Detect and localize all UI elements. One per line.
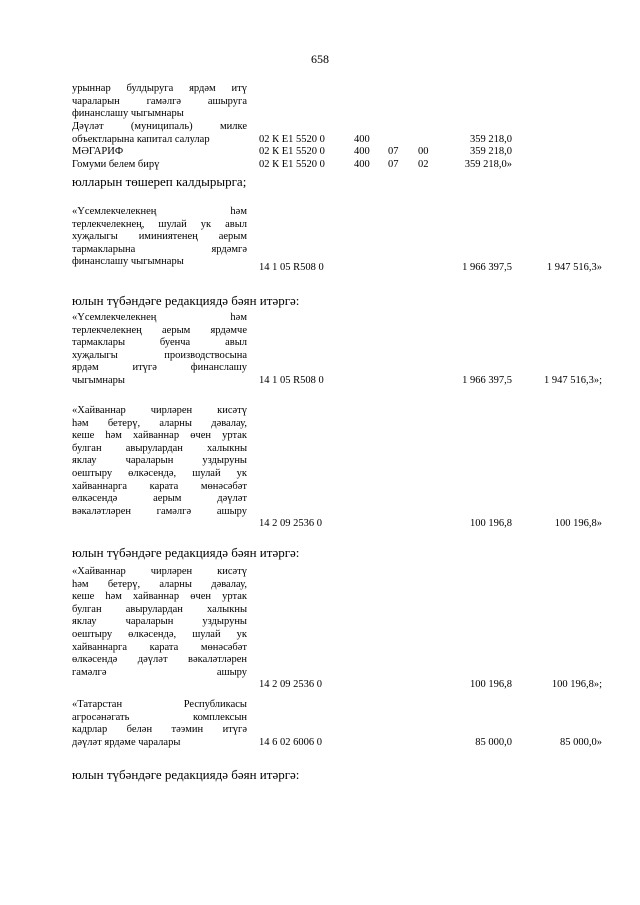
row-description: «Хайваннар чирләрен кисәтү һәм бетерү, аларны дәвалау, кеше һәм хайваннар өчен уртак булган авырулардан халыкны яклау чараларын уздыруны оештыру өлкәсендә, шулай ук хайваннарга карата мөнәсәбәт өлкәсендә дәүләт вәкаләтләрен гамәлгә ашыру bbox=[72, 566, 247, 678]
row-amount: 85 000,0» bbox=[560, 736, 602, 748]
instruction-text: юлын түбәндәге редакциядә бәян итәргә: bbox=[72, 293, 300, 308]
row-code: 14 1 05 R508 0 bbox=[259, 375, 324, 386]
row-description: урыннар булдыруга ярдәм итү чараларын гамәлгә ашыруга финанслашу чыгымнары bbox=[72, 83, 247, 120]
row-amount: 359 218,0» bbox=[464, 159, 512, 170]
row-code: 14 2 09 2536 0 bbox=[259, 518, 322, 530]
row-code: 02 К Е1 5520 0 bbox=[259, 159, 325, 170]
instruction-text: юлын түбәндәге редакциядә бәян итәргә: bbox=[72, 767, 300, 782]
row-amount: 100 196,8 bbox=[470, 518, 512, 530]
row-amount: 1 947 516,3» bbox=[546, 262, 602, 273]
instruction-text: юлларын төшереп калдырырга; bbox=[72, 174, 247, 189]
row-amount: 100 196,8 bbox=[470, 679, 512, 691]
row-description: «Татарстан Республикасы агросәнәгать комплексын кадрлар белән тәэмин итүгә дәүләт ярдәме чаралары bbox=[72, 699, 247, 748]
row-section: 07 bbox=[388, 159, 399, 170]
row-amount: 359 218,0 bbox=[470, 146, 512, 157]
row-description: «Хайваннар чирләрен кисәтү һәм бетерү, аларны дәвалау, кеше һәм хайваннар өчен уртак булган авырулардан халыкны яклау чараларын уздыруны оештыру өлкәсендә, шулай ук хайваннарга карата мөнәсәбәт өлкәсендә аерым дәүләт вәкаләтләрен гамәлгә ашыру bbox=[72, 405, 247, 517]
row-group: 400 bbox=[354, 159, 370, 170]
row-amount: 1 966 397,5 bbox=[462, 375, 512, 386]
row-code: 02 К Е1 5520 0 bbox=[259, 133, 325, 145]
row-description: Дәүләт (муниципаль) милке объектларына капитал салулар bbox=[72, 121, 247, 145]
row-amount: 85 000,0 bbox=[475, 736, 512, 748]
row-code: 14 1 05 R508 0 bbox=[259, 262, 324, 273]
row-subsection: 00 bbox=[418, 146, 429, 157]
row-code: 14 6 02 6006 0 bbox=[259, 736, 322, 748]
row-amount: 359 218,0 bbox=[470, 133, 512, 145]
row-description: Гомуми белем бирү bbox=[72, 159, 160, 170]
row-code: 02 К Е1 5520 0 bbox=[259, 146, 325, 157]
row-amount: 100 196,8» bbox=[554, 518, 602, 530]
page-number: 658 bbox=[311, 52, 329, 66]
row-code: 14 2 09 2536 0 bbox=[259, 679, 322, 691]
row-amount: 100 196,8»; bbox=[551, 679, 602, 691]
row-section: 07 bbox=[388, 146, 399, 157]
row-amount: 1 947 516,3»; bbox=[543, 375, 602, 386]
instruction-text: юлын түбәндәге редакциядә бәян итәргә: bbox=[72, 545, 300, 560]
row-description: «Үсемлекчелекнең һәм терлекчелекнең, шулай ук авыл хуҗалыгы иминиятенең аерым тармакларына ярдәмгә финанслашу чыгымнары bbox=[72, 206, 247, 268]
row-group: 400 bbox=[354, 133, 370, 145]
row-description: «Үсемлекчелекнең һәм терлекчелекнең аерым ярдәмче тармаклары буенча авыл хуҗалыгы производствосына ярдәм итүгә финанслашу чыгымнары bbox=[72, 312, 247, 386]
row-amount: 1 966 397,5 bbox=[462, 262, 512, 273]
row-group: 400 bbox=[354, 146, 370, 157]
row-description: МӘГАРИФ bbox=[72, 146, 124, 157]
row-subsection: 02 bbox=[418, 159, 429, 170]
